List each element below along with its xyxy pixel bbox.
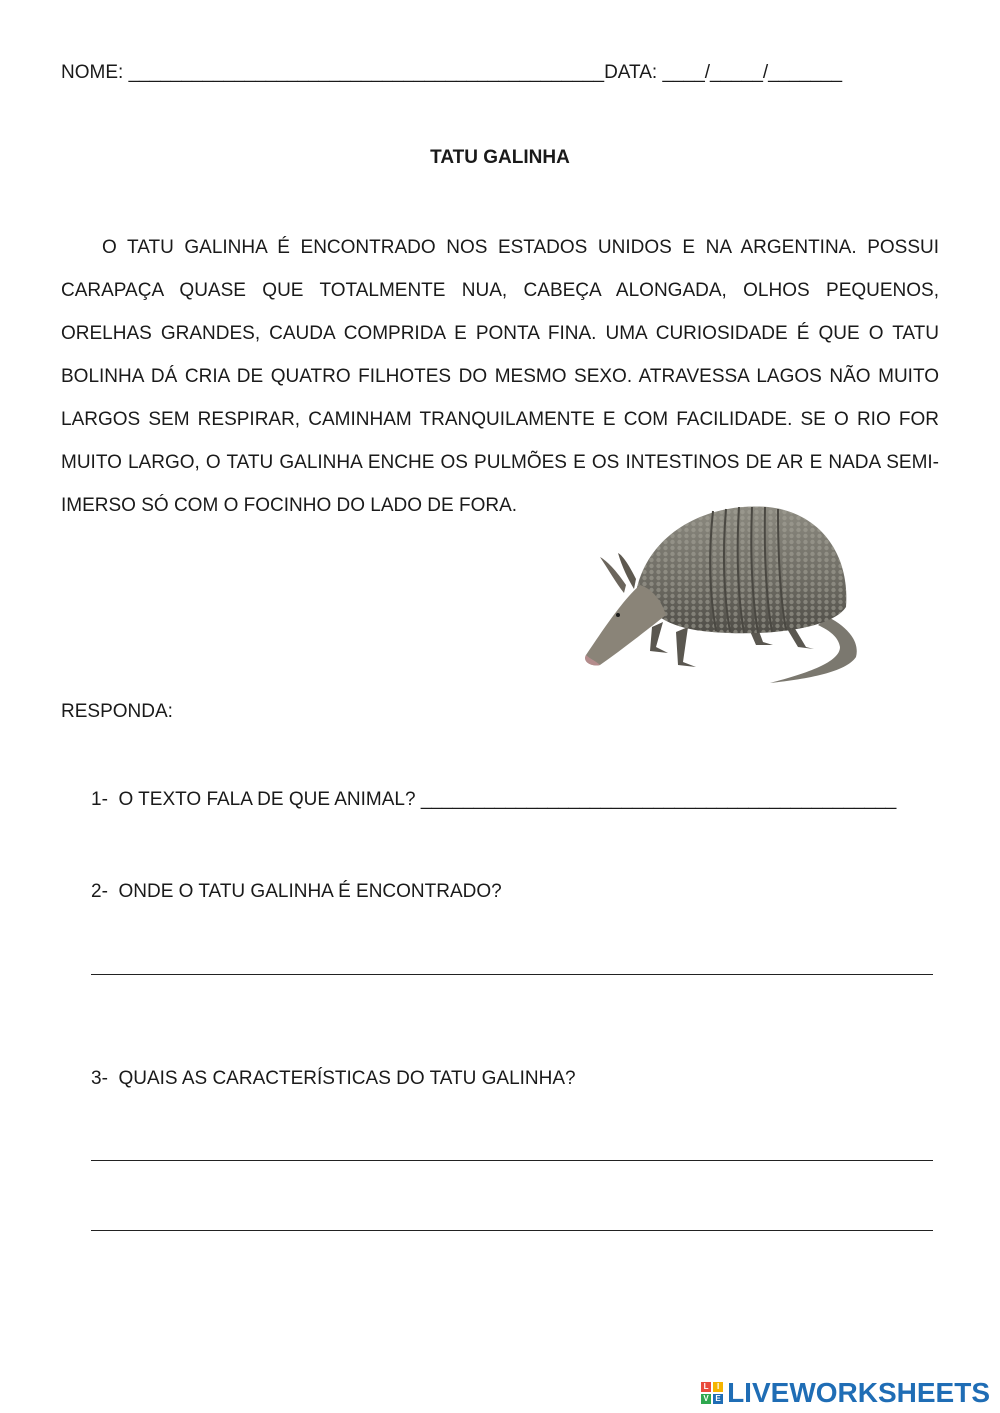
question-text: ONDE O TATU GALINHA É ENCONTRADO? <box>118 881 502 902</box>
question-text: QUAIS AS CARACTERÍSTICAS DO TATU GALINHA? <box>118 1068 576 1089</box>
answer-blank-1[interactable]: _____________________________________________ <box>420 789 897 810</box>
paragraph-line: LARGOS SEM RESPIRAR, CAMINHAM TRANQUILAMENTE E COM FACILIDADE. SE O RIO FOR <box>61 409 939 430</box>
question-1 <box>91 789 896 811</box>
respond-label: RESPONDA: <box>61 701 173 722</box>
logo-grid-cell: E <box>713 1394 723 1404</box>
answer-line-2[interactable] <box>91 974 933 975</box>
logo-text: LIVEWORKSHEETS <box>727 1377 990 1408</box>
name-blank[interactable]: _____________________________________________ <box>128 62 605 83</box>
reading-paragraph <box>61 227 939 528</box>
logo-grid-cell: I <box>713 1382 723 1392</box>
paragraph-line: ORELHAS GRANDES, CAUDA COMPRIDA E PONTA FINA. UMA CURIOSIDADE É QUE O TATU <box>61 323 939 344</box>
paragraph-line: IMERSO SÓ COM O FOCINHO DO LADO DE FORA. <box>61 495 518 516</box>
date-label: DATA: <box>604 62 658 83</box>
date-blank[interactable]: ____/_____/_______ <box>662 62 843 83</box>
question-2 <box>91 881 502 903</box>
question-text: O TEXTO FALA DE QUE ANIMAL? <box>118 789 416 810</box>
header-name-date-line <box>61 62 842 84</box>
page-title: TATU GALINHA <box>430 147 570 168</box>
question-3 <box>91 1068 576 1090</box>
answer-line-3b[interactable] <box>91 1230 933 1231</box>
question-number: 1- <box>91 789 108 810</box>
paragraph-line: MUITO LARGO, O TATU GALINHA ENCHE OS PULMÕES E OS INTESTINOS DE AR E NADA SEMI- <box>61 452 939 473</box>
logo-grid-icon <box>701 1382 723 1404</box>
paragraph-line: BOLINHA DÁ CRIA DE QUATRO FILHOTES DO MESMO SEXO. ATRAVESSA LAGOS NÃO MUITO <box>61 366 939 387</box>
paragraph-line: CARAPAÇA QUASE QUE TOTALMENTE NUA, CABEÇA ALONGADA, OLHOS PEQUENOS, <box>61 280 939 301</box>
armadillo-illustration <box>578 497 870 689</box>
logo-grid-cell: L <box>701 1382 711 1392</box>
logo-grid-cell: V <box>701 1394 711 1404</box>
answer-line-3a[interactable] <box>91 1160 933 1161</box>
name-label: NOME: <box>61 62 124 83</box>
paragraph-line: O TATU GALINHA É ENCONTRADO NOS ESTADOS UNIDOS E NA ARGENTINA. POSSUI <box>102 237 939 258</box>
liveworksheets-logo <box>701 1378 990 1408</box>
question-number: 2- <box>91 881 108 902</box>
question-number: 3- <box>91 1068 108 1089</box>
